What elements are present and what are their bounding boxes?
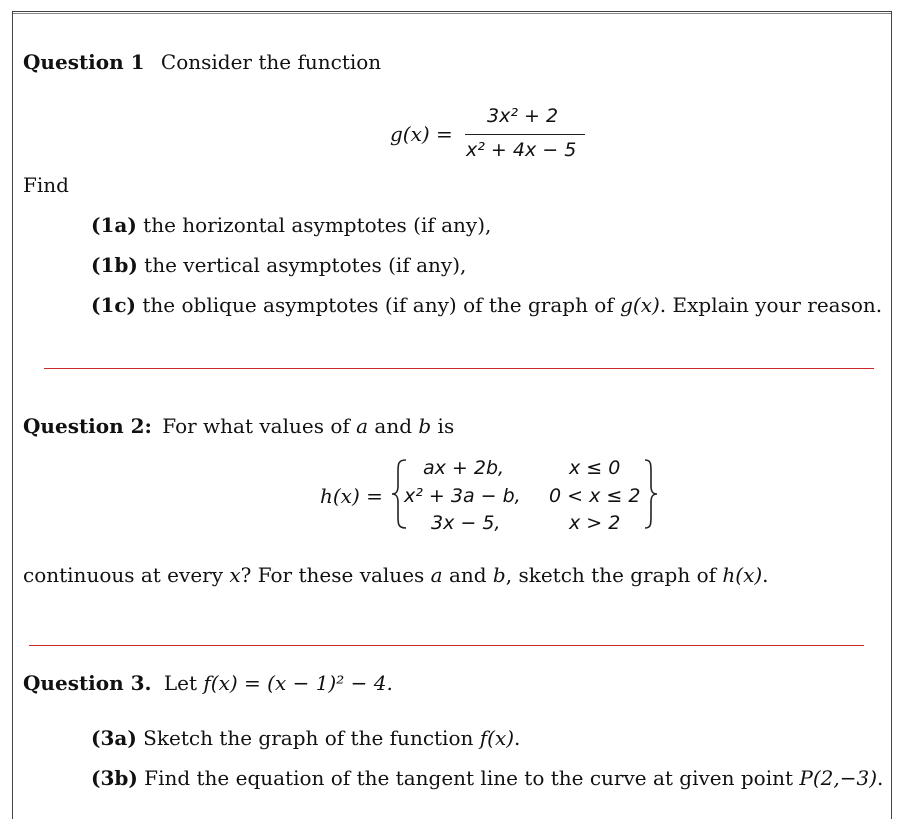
case-3-expr: 3x − 5, (431, 512, 501, 534)
part-label: (1b) (91, 253, 138, 277)
closing-text: and (442, 563, 493, 587)
question-1-heading: Question 1 (23, 50, 145, 74)
case-2-cond: 0 < x ≤ 2 (549, 485, 641, 507)
part-1a (91, 213, 491, 237)
part-label: (1c) (91, 293, 137, 317)
closing-text: ? For these values (240, 563, 431, 587)
question-2-line (23, 414, 454, 438)
h-function-lhs: h(x) = (320, 484, 383, 508)
intro-is: is (431, 414, 455, 438)
part-text: the vertical asymptotes (if any), (137, 253, 467, 277)
closing-text: , sketch the graph of (505, 563, 723, 587)
question-1-intro: Consider the function (160, 50, 382, 74)
question-2-heading: Question 2: (23, 414, 152, 438)
part-1b (91, 253, 466, 277)
closing-text: . (762, 563, 769, 587)
separator-1 (44, 368, 874, 369)
find-label: Find (23, 173, 69, 197)
part-label: (3a) (91, 726, 137, 750)
case-2-expr: x² + 3a − b, (404, 485, 521, 507)
question-2-closing (23, 563, 769, 587)
part-tail: . (514, 726, 521, 750)
intro-and: and (368, 414, 419, 438)
case-3-cond: x > 2 (569, 512, 621, 534)
question-3-heading: Question 3. (23, 671, 152, 695)
part-label: (3b) (91, 766, 138, 790)
question-2-intro: For what values of (162, 414, 357, 438)
part-label: (1a) (91, 213, 137, 237)
case-1-cond: x ≤ 0 (569, 457, 621, 479)
question-3-func: f(x) = (x − 1)² − 4. (203, 671, 393, 695)
g-function-lhs: g(x) = (390, 122, 453, 146)
part-tail: . (877, 766, 884, 790)
g-numerator: 3x² + 2 (487, 105, 559, 127)
part-math: P(2,−3) (799, 766, 878, 790)
var-a: a (356, 414, 369, 438)
part-math: f(x) (479, 726, 515, 750)
question-1-line (23, 50, 381, 74)
part-tail: . Explain your reason. (659, 293, 883, 317)
closing-func-h: h(x) (722, 563, 763, 587)
closing-text: continuous at every (23, 563, 230, 587)
question-3-line (23, 671, 393, 695)
part-text: the horizontal asymptotes (if any), (136, 213, 492, 237)
fraction-bar (465, 134, 585, 135)
part-1c (91, 293, 882, 317)
var-b: b (418, 414, 432, 438)
closing-var-b: b (492, 563, 506, 587)
right-brace (643, 458, 659, 530)
part-text: Find the equation of the tangent line to the curve at given point (137, 766, 800, 790)
part-math: g(x) (620, 293, 660, 317)
question-3-intro: Let (163, 671, 204, 695)
separator-2 (29, 645, 864, 646)
case-1-expr: ax + 2b, (423, 457, 505, 479)
part-3b (91, 766, 883, 790)
part-3a (91, 726, 520, 750)
g-denominator: x² + 4x − 5 (466, 139, 577, 161)
part-text: the oblique asymptotes (if any) of the graph of (136, 293, 621, 317)
closing-var-a: a (430, 563, 443, 587)
part-text: Sketch the graph of the function (136, 726, 480, 750)
closing-var-x: x (229, 563, 241, 587)
